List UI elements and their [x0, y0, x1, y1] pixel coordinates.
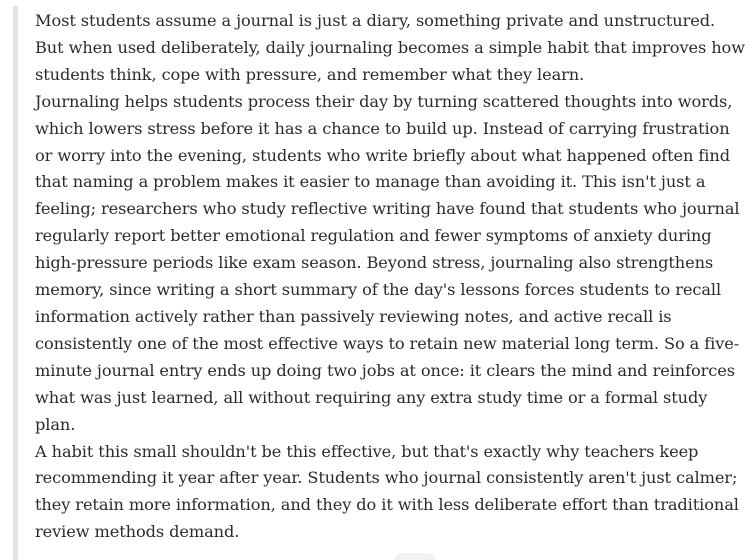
blockquote-bar	[13, 6, 18, 560]
scroll-down-indicator[interactable]	[395, 553, 435, 560]
paragraph-intro: Most students assume a journal is just a diary, something private and unstructured. But when used deliberately, daily journaling becomes a simple habit that improves how students think, cope with pressure, and remember what they learn.	[35, 11, 745, 84]
paragraph-conclusion: A habit this small shouldn't be this effective, but that's exactly why teachers keep recommending it year after year. Students who journal consistently aren't just calmer; they retain more information, and they do it with less deliberate effort than traditional review methods demand.	[35, 441, 739, 542]
paragraph-body: Journaling helps students process their day by turning scattered thoughts into words, which lowers stress before it has a chance to build up. Instead of carrying frustration or worry into the evening, students who write briefly about what happened often find that naming a problem makes it easier to manage than avoiding it. This isn't just a feeling; researchers who study reflective writing have found that students who journal regularly report better emotional regulation and fewer symptoms of anxiety during high-pressure periods like exam season. Beyond stress, journaling also strengthens memory, since writing a short summary of the day's lessons forces students to recall information actively rather than passively reviewing notes, and active recall is consistently one of the most effective ways to retain new material long term. So a five-minute journal entry ends up doing two jobs at once: it clears the mind and reinforces what was just learned, all without requiring any extra study time or a formal study plan.	[35, 91, 740, 434]
article-body	[35, 8, 747, 546]
